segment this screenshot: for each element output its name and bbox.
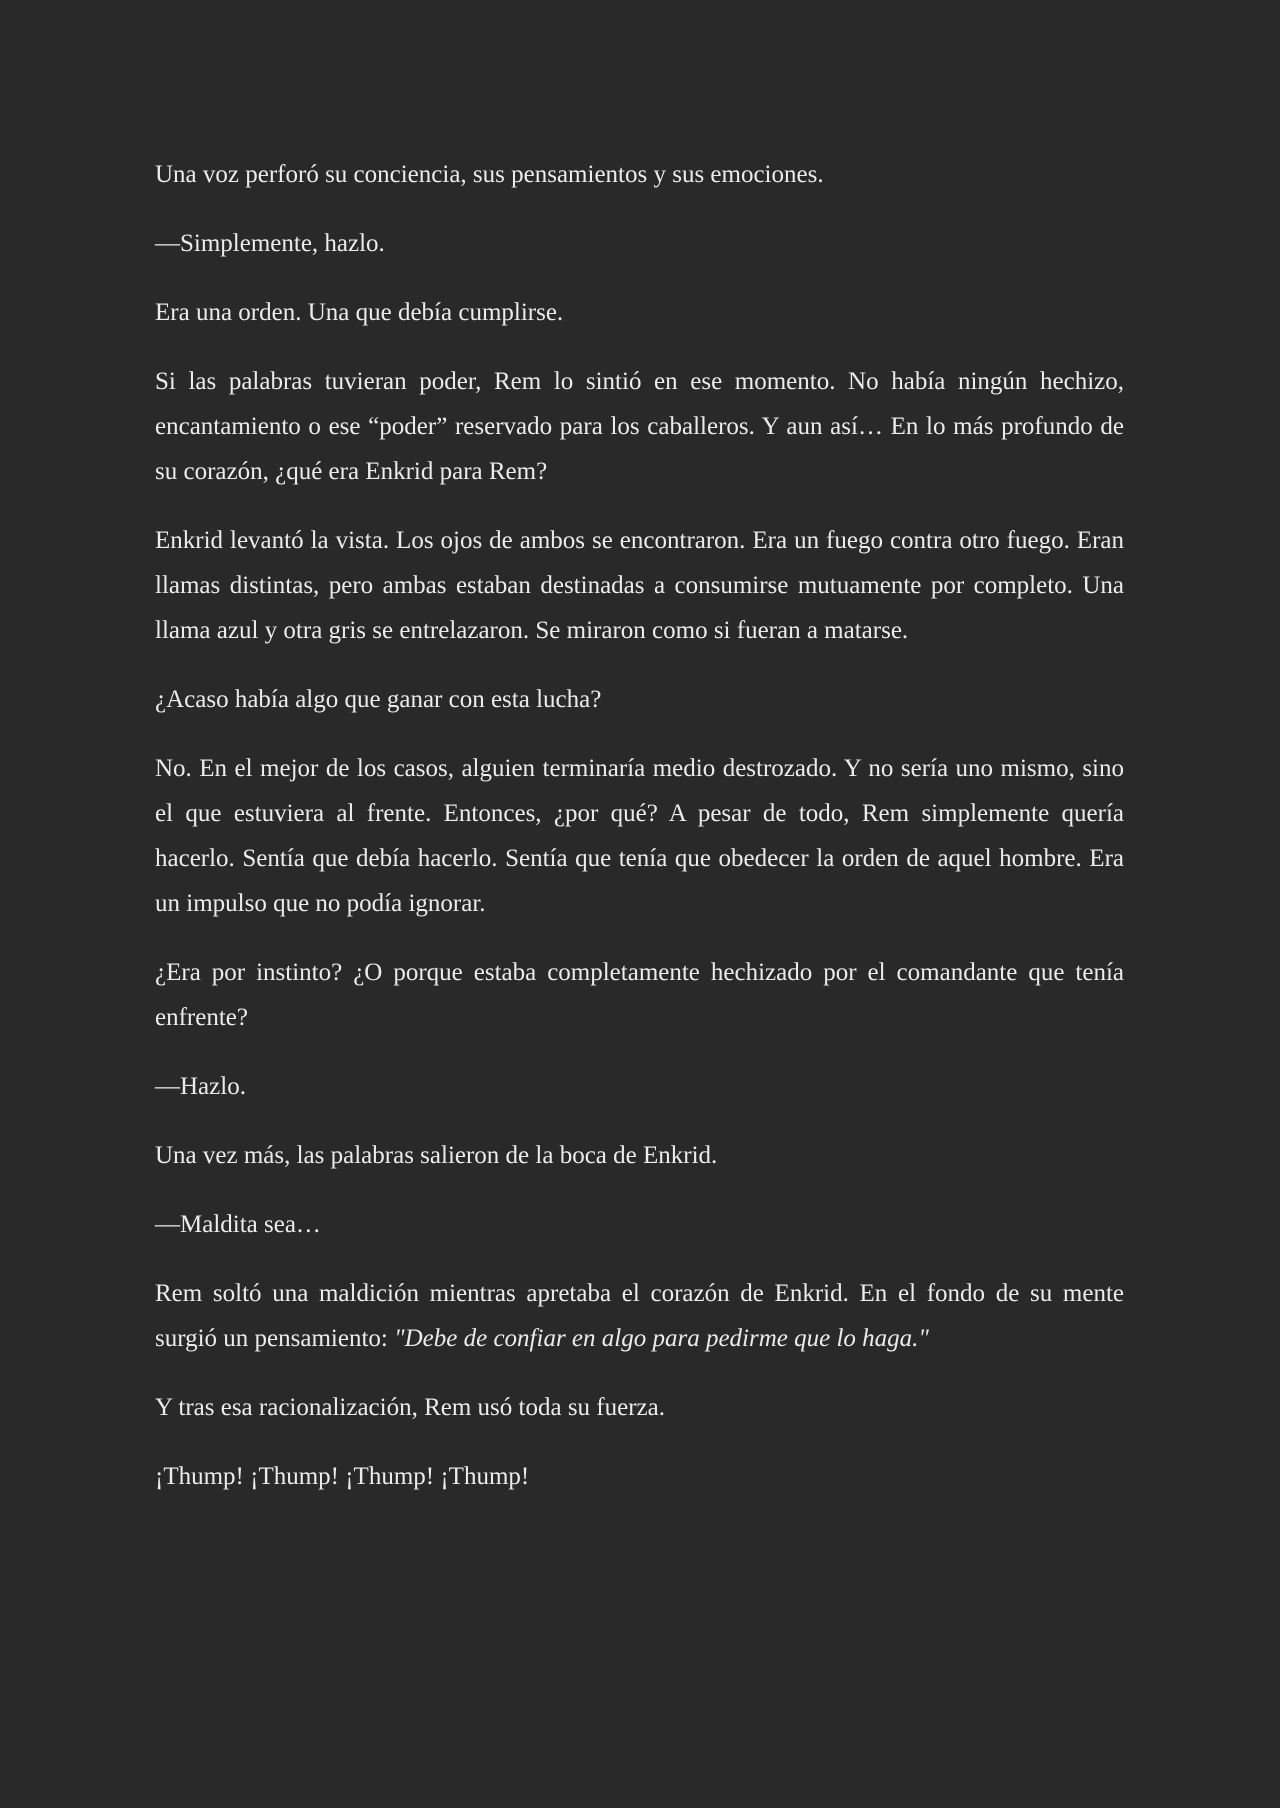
paragraph-3: Era una orden. Una que debía cumplirse. [155,299,564,326]
paragraph-6: ¿Acaso había algo que ganar con esta lucha? [155,686,602,713]
paragraph-7: No. En el mejor de los casos, alguien terminaría medio destrozado. Y no sería uno mismo, sino el que estuviera al frente. Entonces, ¿por qué? A pesar de todo, Rem simplemente quería hacerlo. Sentía que debía hacerlo. Sentía que tenía que obedecer la orden de aquel hombre. Era un impulso que no podía ignorar. [155,755,1124,917]
paragraph-12-thought: "Debe de confiar en algo para pedirme que lo haga." [394,1325,929,1352]
paragraph-5: Enkrid levantó la vista. Los ojos de ambos se encontraron. Era un fuego contra otro fuego. Eran llamas distintas, pero ambas estaban destinadas a consumirse mutuamente por completo. Una llama azul y otra gris se entrelazaron. Se miraron como si fueran a matarse. [155,527,1124,644]
paragraph-8: ¿Era por instinto? ¿O porque estaba completamente hechizado por el comandante que tenía enfrente? [155,959,1124,1031]
paragraph-14-sound: ¡Thump! ¡Thump! ¡Thump! ¡Thump! [155,1463,530,1490]
paragraph-4: Si las palabras tuvieran poder, Rem lo sintió en ese momento. No había ningún hechizo, encantamiento o ese “poder” reservado para los caballeros. Y aun así… En lo más profundo de su corazón, ¿qué era Enkrid para Rem? [155,368,1124,485]
paragraph-13: Y tras esa racionalización, Rem usó toda su fuerza. [155,1394,665,1421]
paragraph-12-text: Rem soltó una maldición mientras apretaba el corazón de Enkrid. En el fondo de su mente surgió un pensamiento: [155,1280,1124,1352]
paragraph-1: Una voz perforó su conciencia, sus pensamientos y sus emociones. [155,161,824,188]
paragraph-11-dialogue: —Maldita sea… [155,1211,321,1238]
paragraph-10: Una vez más, las palabras salieron de la boca de Enkrid. [155,1142,718,1169]
paragraph-9-dialogue: —Hazlo. [155,1073,246,1100]
paragraph-2-dialogue: —Simplemente, hazlo. [155,230,385,257]
paragraph-12 [155,1271,1124,1361]
